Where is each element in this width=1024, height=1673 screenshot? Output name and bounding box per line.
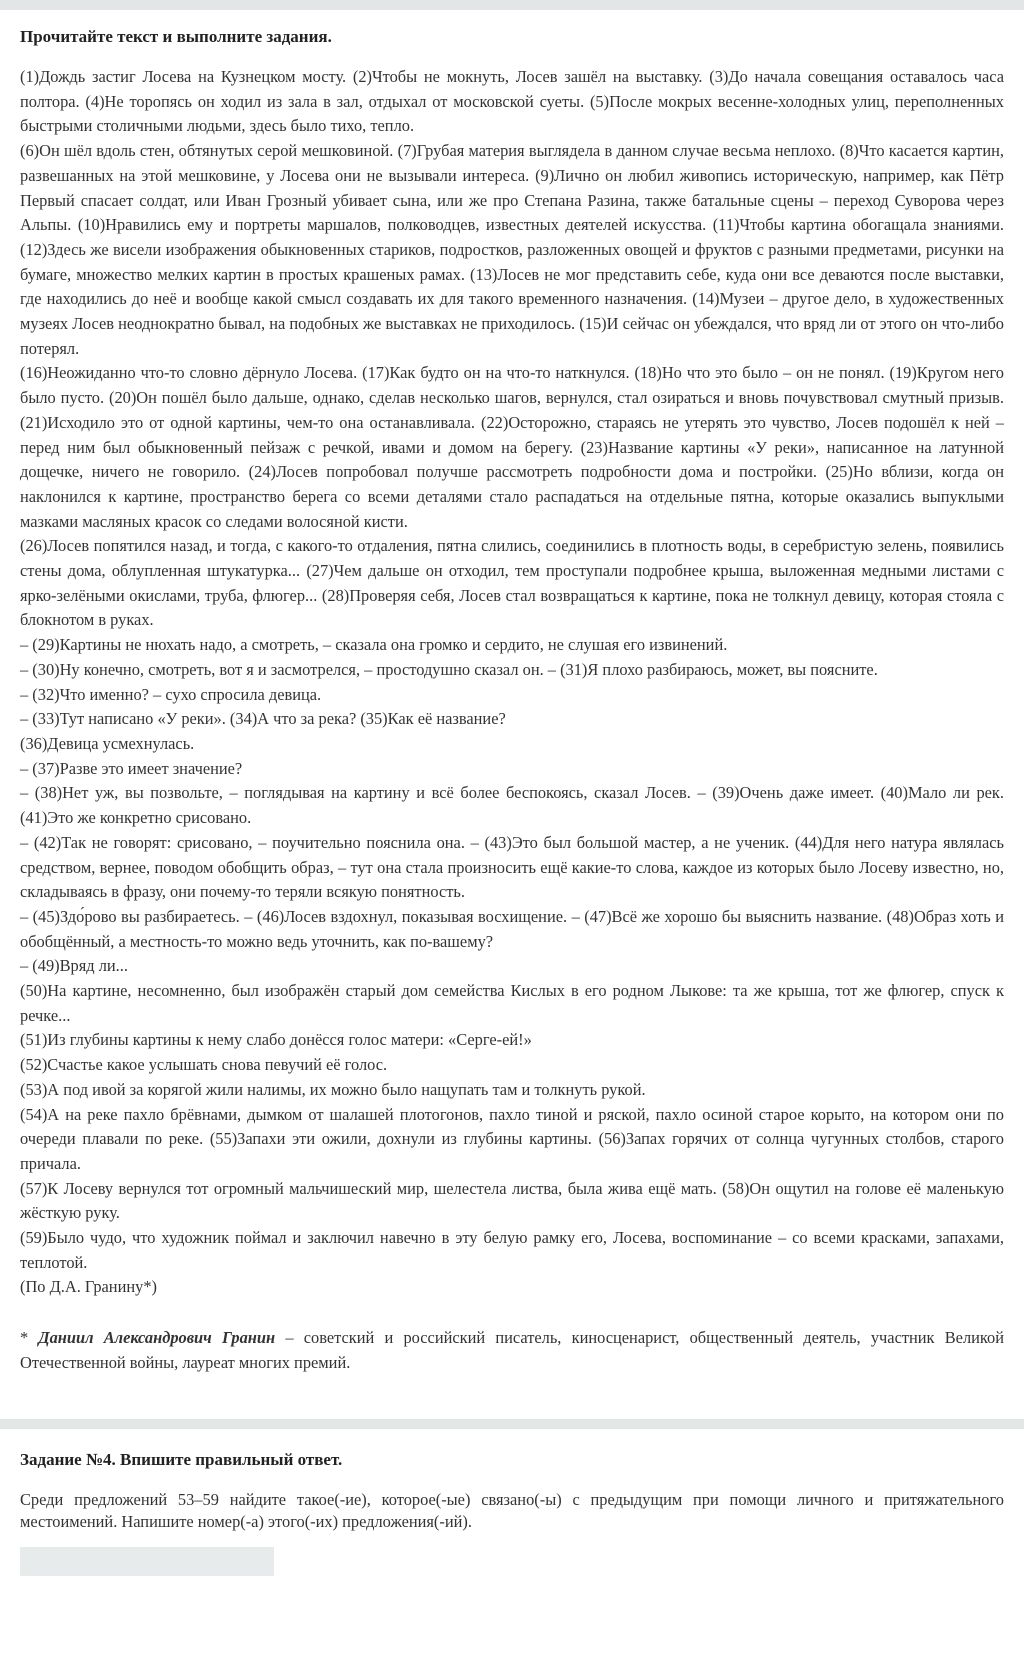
text-paragraph: – (42)Так не говорят: срисовано, – поучительно пояснила она. – (43)Это был большой мастер, а не ученик. (44)Для него натура являлась средством, вернее, поводом обобщить образ, – тут она стала произносить ещё какие-то слова, каждое из которых было Лосеву известно, но, складываясь в фразу, они почему-то теряли всякую понятность. <box>20 832 1004 902</box>
text-paragraph: (16)Неожиданно что-то словно дёрнуло Лосева. (17)Как будто он на что-то наткнулся. (18)Но что это было – он не понял. (19)Кругом него было пусто. (20)Он пошёл было дальше, однако, сделав несколько шагов, вернулся, стал озираться и вновь почувствовал смутный призыв. (21)Исходило это от одной картины, чем-то она останавливала. (22)Осторожно, стараясь не утерять это чувство, Лосев подошёл к ней – перед ним был обыкновенный пейзаж с речкой, ивами и домом на берегу. (23)Название картины «У реки», написанное на латунной дощечке, ничего не говорило. (24)Лосев попробовал получше рассмотреть подробности дома и постройки. (25)Но вблизи, когда он наклонился к картине, пространство берега со всеми деталями стало распадаться на отдельные пятна, которые оказались выпуклыми мазками масляных красок со следами волосяной кисти. <box>20 363 1004 531</box>
text-paragraph: (54)А на реке пахло брёвнами, дымком от шалашей плотогонов, пахло тиной и ряской, пахло осиной старое корыто, на котором они по очереди плавали по реке. (55)Запахи эти ожили, дохнули из глубины картины. (56)Запах горячих от солнца чугунных столбов, старого причала. <box>20 1104 1004 1173</box>
text-paragraph: – (32)Что именно? – сухо спросила девица. <box>20 684 322 704</box>
text-paragraph: (57)К Лосеву вернулся тот огромный мальчишеский мир, шелестела листва, была жива ещё мать. (58)Он ощутил на голове её маленькую жёсткую руку. <box>20 1178 1004 1223</box>
text-paragraph: (6)Он шёл вдоль стен, обтянутых серой мешковиной. (7)Грубая материя выглядела в данном случае весьма неплохо. (8)Что касается картин, развешанных на этой мешковине, у Лосева они не вызывали интереса. (9)Лично он любил живопись историческую, например, как Пётр Первый спасает солдат, или Иван Грозный убивает сына, или же про Степана Разина, также батальные сцены – переход Суворова через Альпы. (10)Нравились ему и портреты маршалов, полководцев, известных деятелей искусства. (11)Чтобы картина обогащала знаниями. (12)Здесь же висели изображения обыкновенных стариков, подростков, разложенных овощей и фруктов с разными предметами, рисунки на бумаге, множество мелких картин в простых крашеных рамах. (13)Лосев не мог представить себе, куда они все деваются после выставки, где находились до неё и вообще какой смысл создавать их для такого временного назначения. (14)Музеи – другое дело, в художественных музеях Лосев неоднократно бывал, на подобных же выставках не приходилось. (15)И сейчас он убеждался, что вряд ли от этого он что-либо потерял. <box>20 141 1004 358</box>
text-paragraph: (52)Счастье какое услышать снова певучий её голос. <box>20 1055 388 1075</box>
footnote-text: – советский и российский писатель, киносценарист, общественный деятель, участник Великой Отечественной войны, лауреат многих премий. <box>20 1328 1004 1372</box>
top-bar <box>0 0 1024 10</box>
text-paragraph: – (45)Здо́рово вы разбираетесь. – (46)Лосев вздохнул, показывая восхищение. – (47)Всё же хорошо бы выяснить название. (48)Образ хоть и обобщённый, а местность-то можно ведь уточнить, как по-вашему? <box>20 906 1004 951</box>
text-paragraph: – (29)Картины не нюхать надо, а смотреть, – сказала она громко и сердито, не слушая его извинений. <box>20 635 728 655</box>
text-paragraph: – (38)Нет уж, вы позвольте, – поглядывая на картину и всё более беспокоясь, сказал Лосев. – (39)Очень даже имеет. (40)Мало ли рек. (41)Это же конкретно срисовано. <box>20 783 1004 828</box>
text-paragraph: (По Д.А. Гранину*) <box>20 1277 157 1297</box>
author-name: Даниил Александрович Гранин <box>38 1328 276 1348</box>
text-paragraph: – (49)Вряд ли... <box>20 956 128 976</box>
task-section <box>0 1449 1024 1576</box>
text-paragraph: – (33)Тут написано «У реки». (34)А что за река? (35)Как её название? <box>20 709 506 729</box>
text-paragraph: (53)А под ивой за корягой жили налимы, их можно было нащупать там и толкнуть рукой. <box>20 1079 646 1099</box>
footnote-star: * <box>20 1328 39 1348</box>
text-paragraph: (1)Дождь застиг Лосева на Кузнецком мосту. (2)Чтобы не мокнуть, Лосев зашёл на выставку. (3)До начала совещания оставалось часа полтора. (4)Не торопясь он ходил из зала в зал, отдыхал от московской суеты. (5)После мокрых весенне-холодных улиц, переполненных быстрыми столичными людьми, здесь было тихо, тепло. <box>20 67 1004 136</box>
author-footnote <box>20 1326 1004 1375</box>
task-instructions: Среди предложений 53–59 найдите такое(-ие), которое(-ые) связано(-ы) с предыдущим при помощи личного и притяжательного местоимений. Напишите номер(-а) этого(-их) предложения(-ий). <box>20 1489 1004 1531</box>
reading-section <box>0 26 1024 1376</box>
reading-text <box>20 65 1004 1300</box>
text-paragraph: (36)Девица усмехнулась. <box>20 733 195 753</box>
task-title: Задание №4. Впишите правильный ответ. <box>20 1449 343 1469</box>
text-paragraph: (51)Из глубины картины к нему слабо донёсся голос матери: «Серге-ей!» <box>20 1030 532 1050</box>
text-paragraph: – (30)Ну конечно, смотреть, вот я и засмотрелся, – простодушно сказал он. – (31)Я плохо разбираюсь, может, вы поясните. <box>20 659 878 679</box>
text-paragraph: (50)На картине, несомненно, был изображён старый дом семейства Кислых в его родном Лыкове: та же крыша, тот же флюгер, спуск к речке... <box>20 981 1004 1025</box>
section-title: Прочитайте текст и выполните задания. <box>20 27 332 46</box>
answer-input[interactable] <box>20 1547 274 1576</box>
text-paragraph: (26)Лосев попятился назад, и тогда, с какого-то отдаления, пятна слились, соединились в плотность воды, в серебристую зелень, появились стены дома, облупленная штукатурка... (27)Чем дальше он отходил, тем проступали подробнее крыша, выложенная медными листами с ярко-зелёными окислами, труба, флюгер... (28)Проверяя себя, Лосев стал возвращаться к картине, пока не толкнул девицу, которая стояла с блокнотом в руках. <box>20 536 1004 630</box>
section-divider <box>0 1419 1024 1429</box>
text-paragraph: – (37)Разве это имеет значение? <box>20 758 243 778</box>
text-paragraph: (59)Было чудо, что художник поймал и заключил навечно в эту белую рамку его, Лосева, воспоминание – со всеми красками, запахами, теплотой. <box>20 1228 1004 1272</box>
